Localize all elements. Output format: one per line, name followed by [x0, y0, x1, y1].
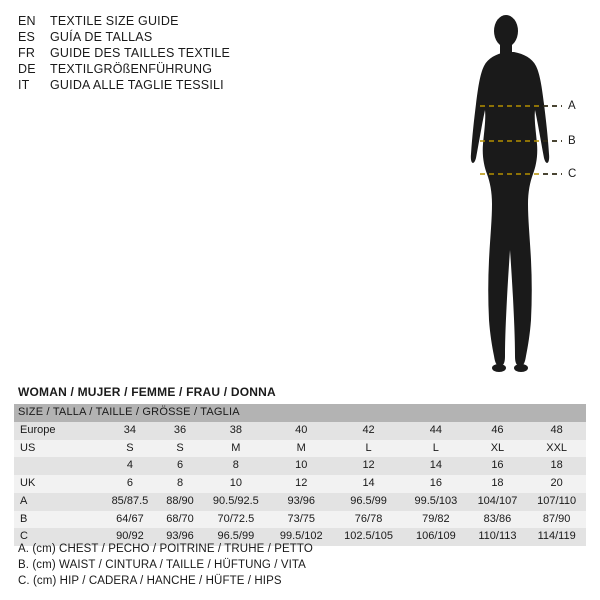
language-code: ES [18, 30, 36, 44]
legend-row-b: B. (cm) WAIST / CINTURA / TAILLE / HÜFTUNG / VITA [18, 559, 306, 571]
guide-label-c: C [568, 168, 577, 180]
table-cell: 42 [362, 423, 375, 436]
table-cell: L [432, 441, 439, 454]
language-title: TEXTILE SIZE GUIDE [50, 14, 179, 28]
table-cell: 18 [550, 459, 563, 472]
table-body [14, 422, 586, 546]
table-cell: 90.5/92.5 [212, 494, 259, 507]
language-code: FR [18, 46, 36, 60]
table-cell: XL [490, 441, 505, 454]
table-row [14, 493, 586, 511]
table-cell: 38 [229, 423, 242, 436]
table-cell: 14 [362, 477, 375, 489]
language-code: DE [18, 62, 36, 76]
table-row [14, 475, 586, 493]
table-cell: 8 [176, 477, 184, 489]
row-label: B [20, 512, 28, 525]
row-label: Europe [20, 423, 56, 436]
table-cell: 6 [176, 459, 184, 472]
table-cell: 93/96 [287, 494, 316, 507]
table-row [14, 457, 586, 475]
table-cell: M [296, 441, 306, 454]
table-header-row [14, 404, 586, 422]
table-cell: 4 [126, 459, 133, 472]
table-cell: 99.5/103 [414, 494, 458, 507]
language-row [18, 78, 318, 92]
table-cell: M [231, 441, 241, 454]
table-cell: 83/86 [483, 512, 512, 525]
table-header-title: SIZE / TALLA / TAILLE / GRÖSSE / TAGLIA [14, 404, 586, 422]
language-row [18, 46, 318, 60]
row-label [14, 457, 102, 475]
table-row [14, 422, 586, 440]
table-cell: 96.5/99 [350, 494, 387, 507]
table-cell: 16 [429, 477, 442, 489]
language-title-list [18, 14, 318, 94]
table-head [14, 404, 586, 422]
table-cell: S [176, 441, 184, 454]
table-cell: 44 [429, 423, 442, 436]
language-title: GUIDE DES TAILLES TEXTILE [50, 46, 231, 60]
table-cell: 12 [295, 477, 308, 489]
legend-row-c: C. (cm) HIP / CADERA / HANCHE / HÜFTE / HIPS [18, 575, 282, 587]
body-silhouette-icon [430, 8, 590, 373]
table-cell: 114/119 [537, 530, 576, 543]
table-row [14, 511, 586, 529]
table-cell: 10 [229, 477, 242, 489]
table-cell: 18 [491, 477, 504, 489]
table-cell: 93/96 [166, 530, 194, 543]
female-body-figure [430, 8, 590, 373]
table-cell: 46 [491, 423, 504, 436]
table-cell: 110/113 [478, 530, 517, 543]
table-cell: 104/107 [477, 494, 518, 507]
table-cell: 34 [123, 423, 137, 436]
table-cell: 102.5/105 [344, 530, 394, 543]
legend-row-a: A. (cm) CHEST / PECHO / POITRINE / TRUHE / PETTO [18, 543, 313, 555]
measurement-legend [18, 543, 313, 591]
language-code: EN [18, 14, 36, 28]
row-label: A [20, 494, 28, 507]
table-cell: 40 [295, 423, 308, 436]
table-cell: 70/72.5 [217, 512, 255, 525]
row-label: C [20, 530, 28, 543]
table-cell: 10 [295, 459, 308, 472]
table-cell: XXL [546, 441, 568, 454]
table-cell: 48 [550, 423, 563, 436]
table-cell: 12 [362, 459, 375, 472]
table-cell: 79/82 [422, 512, 450, 525]
table-cell: 96.5/99 [217, 530, 255, 543]
table-cell: L [365, 441, 372, 454]
table-cell: 73/75 [287, 512, 316, 525]
row-label: US [20, 441, 36, 454]
table-cell: 99.5/102 [279, 530, 323, 543]
table-cell: 20 [550, 477, 563, 489]
table-cell: 107/110 [537, 494, 577, 507]
table-cell: 76/78 [354, 512, 383, 525]
table-cell: 85/87.5 [111, 494, 149, 507]
table-cell: 87/90 [542, 512, 571, 525]
table-cell: 14 [429, 459, 442, 472]
table-cell: 90/92 [116, 530, 144, 543]
table-cell: 6 [126, 477, 133, 489]
language-row [18, 62, 318, 76]
row-label: UK [20, 477, 36, 489]
table-cell: S [126, 441, 134, 454]
language-row [18, 30, 318, 44]
language-title: TEXTILGRÖßENFÜHRUNG [50, 62, 213, 76]
section-heading: WOMAN / MUJER / FEMME / FRAU / DONNA [18, 385, 276, 399]
language-code: IT [18, 78, 30, 92]
table-cell: 64/67 [116, 512, 144, 525]
table-cell: 88/90 [166, 494, 194, 507]
guide-label-a: A [568, 100, 576, 112]
language-title: GUÍA DE TALLAS [50, 30, 153, 44]
table-cell: 36 [173, 423, 187, 436]
language-row [18, 14, 318, 28]
language-title: GUIDA ALLE TAGLIE TESSILI [50, 78, 224, 92]
table-cell: 68/70 [166, 512, 194, 525]
size-chart-table [14, 404, 586, 546]
table-cell: 106/109 [415, 530, 456, 543]
table-row [14, 440, 586, 458]
table-cell: 8 [232, 459, 239, 472]
table-cell: 16 [491, 459, 504, 472]
guide-label-b: B [568, 135, 576, 147]
